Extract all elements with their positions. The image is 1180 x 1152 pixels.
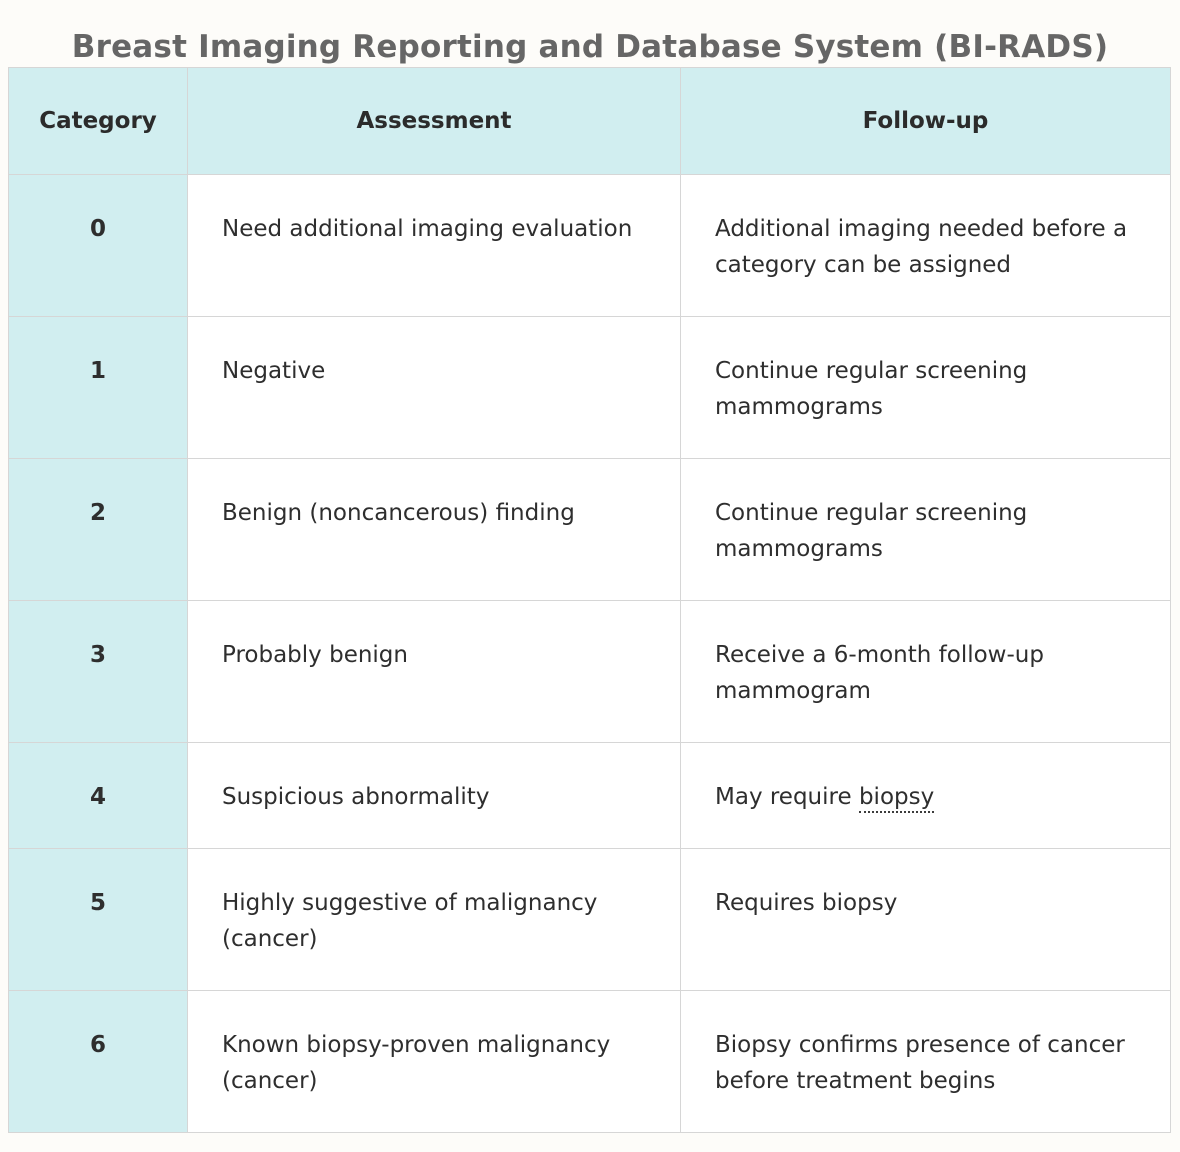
table-header-row [9, 68, 1171, 175]
category-cell: 3 [9, 601, 188, 743]
assessment-cell: Probably benign [188, 601, 681, 743]
column-header-followup: Follow-up [681, 68, 1171, 175]
table-row [9, 317, 1171, 459]
column-header-category: Category [9, 68, 188, 175]
category-cell: 6 [9, 991, 188, 1133]
birads-table-container [8, 67, 1170, 1133]
followup-cell: Continue regular screening mammograms [681, 317, 1171, 459]
biopsy-glossary-link[interactable]: biopsy [859, 784, 934, 813]
followup-cell [681, 743, 1171, 849]
category-cell: 2 [9, 459, 188, 601]
category-cell: 5 [9, 849, 188, 991]
followup-text: May require [715, 784, 859, 810]
followup-cell: Requires biopsy [681, 849, 1171, 991]
table-row [9, 849, 1171, 991]
table-row [9, 601, 1171, 743]
category-cell: 4 [9, 743, 188, 849]
followup-cell: Biopsy confirms presence of cancer before treatment begins [681, 991, 1171, 1133]
followup-cell: Additional imaging needed before a category can be assigned [681, 175, 1171, 317]
category-cell: 1 [9, 317, 188, 459]
birads-table [8, 67, 1171, 1133]
followup-cell: Continue regular screening mammograms [681, 459, 1171, 601]
assessment-cell: Suspicious abnormality [188, 743, 681, 849]
column-header-assessment: Assessment [188, 68, 681, 175]
assessment-cell: Negative [188, 317, 681, 459]
followup-cell: Receive a 6-month follow-up mammogram [681, 601, 1171, 743]
table-row [9, 459, 1171, 601]
assessment-cell: Benign (noncancerous) finding [188, 459, 681, 601]
page-title: Breast Imaging Reporting and Database System (BI-RADS) [71, 28, 1109, 65]
assessment-cell: Known biopsy-proven malignancy (cancer) [188, 991, 681, 1133]
assessment-cell: Need additional imaging evaluation [188, 175, 681, 317]
category-cell: 0 [9, 175, 188, 317]
table-row [9, 743, 1171, 849]
table-row [9, 175, 1171, 317]
table-row [9, 991, 1171, 1133]
assessment-cell: Highly suggestive of malignancy (cancer) [188, 849, 681, 991]
